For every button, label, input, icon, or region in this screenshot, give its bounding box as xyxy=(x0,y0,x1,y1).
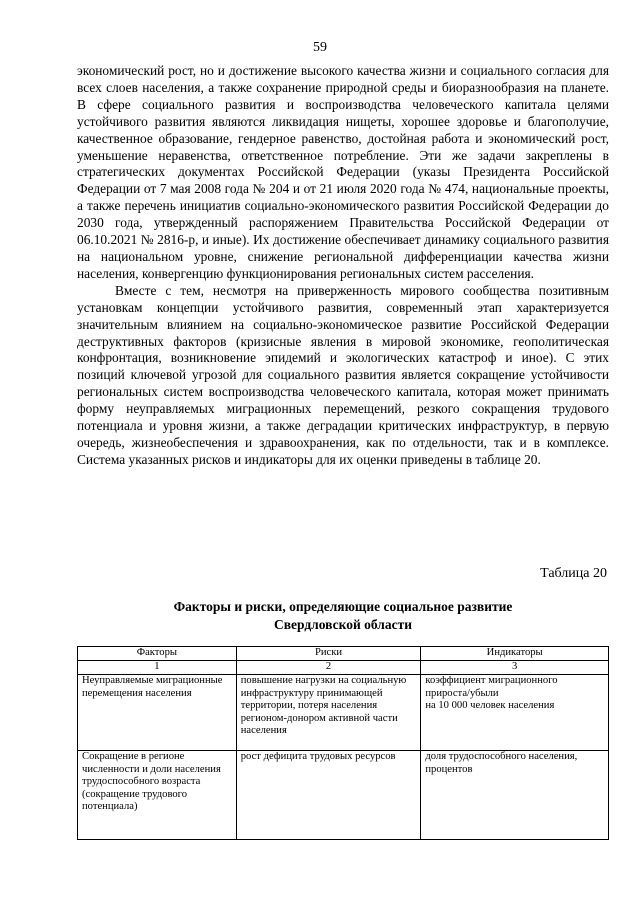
table-title-line-1: Факторы и риски, определяющие социальное развитие xyxy=(173,599,513,614)
table-header-row xyxy=(78,647,609,661)
risk-cell: рост дефицита трудовых ресурсов xyxy=(236,751,421,840)
factors-risks-table xyxy=(77,646,609,840)
factor-cell: Неуправляемые миграционные перемещения населения xyxy=(78,675,237,751)
indicator-line-1: доля трудоспособного населения, процентов xyxy=(425,751,578,775)
factor-cell: Сокращение в регионе численности и доли населения трудоспособного возраста (сокращение трудового потенциала) xyxy=(78,751,237,840)
table-title xyxy=(77,598,609,634)
header-factors: Факторы xyxy=(78,647,237,661)
table-label: Таблица 20 xyxy=(540,566,607,581)
indicator-line-1: коэффициент миграционного прироста/убыли xyxy=(425,675,558,699)
header-indicators: Индикаторы xyxy=(421,647,609,661)
table-row xyxy=(78,751,609,840)
paragraph-1: экономический рост, но и достижение высокого качества жизни и социального согласия для всех слоев населения, а также сохранение природной среды и биоразнообразия на планете. В сфере социального развития и воспроизводства человеческого капитала целями устойчивого развития являются ликвидация нищеты, хорошее здоровье и благополучие, качественное образование, гендерное равенство, достойная работа и экономический рост, уменьшение неравенства, ответственное потребление. Эти же задачи закреплены в стратегических документах Российской Федерации (указы Президента Российской Федерации от 7 мая 2008 года № 204 и от 21 июля 2020 года № 474, национальные проекты, а также перечень инициатив социально-экономического развития Российской Федерации до 2030 года, утвержденный распоряжением Правительства Российской Федерации от 06.10.2021 № 2816-р, и иные). Их достижение обеспечивает динамику социального развития на национальном уровне, снижение региональной дифференциации качества жизни населения, конвергенцию функционирования региональных систем расселения. xyxy=(77,63,609,281)
page-number: 59 xyxy=(313,40,327,55)
column-number-row xyxy=(78,661,609,675)
body-text xyxy=(77,63,609,469)
risk-cell: повышение нагрузки на социальную инфраструктуру принимающей территории, потеря населения регионом-донором активной части населения xyxy=(236,675,421,751)
column-number-1: 1 xyxy=(78,661,237,675)
indicator-cell xyxy=(421,675,609,751)
column-number-3: 3 xyxy=(421,661,609,675)
indicator-line-2: на 10 000 человек населения xyxy=(425,700,555,711)
column-number-2: 2 xyxy=(236,661,421,675)
paragraph-2: Вместе с тем, несмотря на приверженность мирового сообщества позитивным установкам концепции устойчивого развития, современный этап характеризуется значительным влиянием на социально-экономическое развитие Российской Федерации деструктивных факторов (кризисные явления в мировой экономике, геополитическая конфронтация, возникновение эпидемий и экологических катастроф и иное). С этих позиций ключевой угрозой для социального развития является сокращение устойчивости региональных систем воспроизводства человеческого капитала, которая может принимать форму неуправляемых миграционных перемещений, резкого сокращения трудового потенциала и уровня жизни, а также деградации критических инфраструктур, в первую очередь, жизнеобеспечения и здравоохранения, как по отдельности, так и в комплексе. Система указанных рисков и индикаторы для их оценки приведены в таблице 20. xyxy=(77,282,609,467)
header-risks: Риски xyxy=(236,647,421,661)
table-row xyxy=(78,675,609,751)
table-title-line-2: Свердловской области xyxy=(273,617,413,632)
indicator-cell xyxy=(421,751,609,840)
